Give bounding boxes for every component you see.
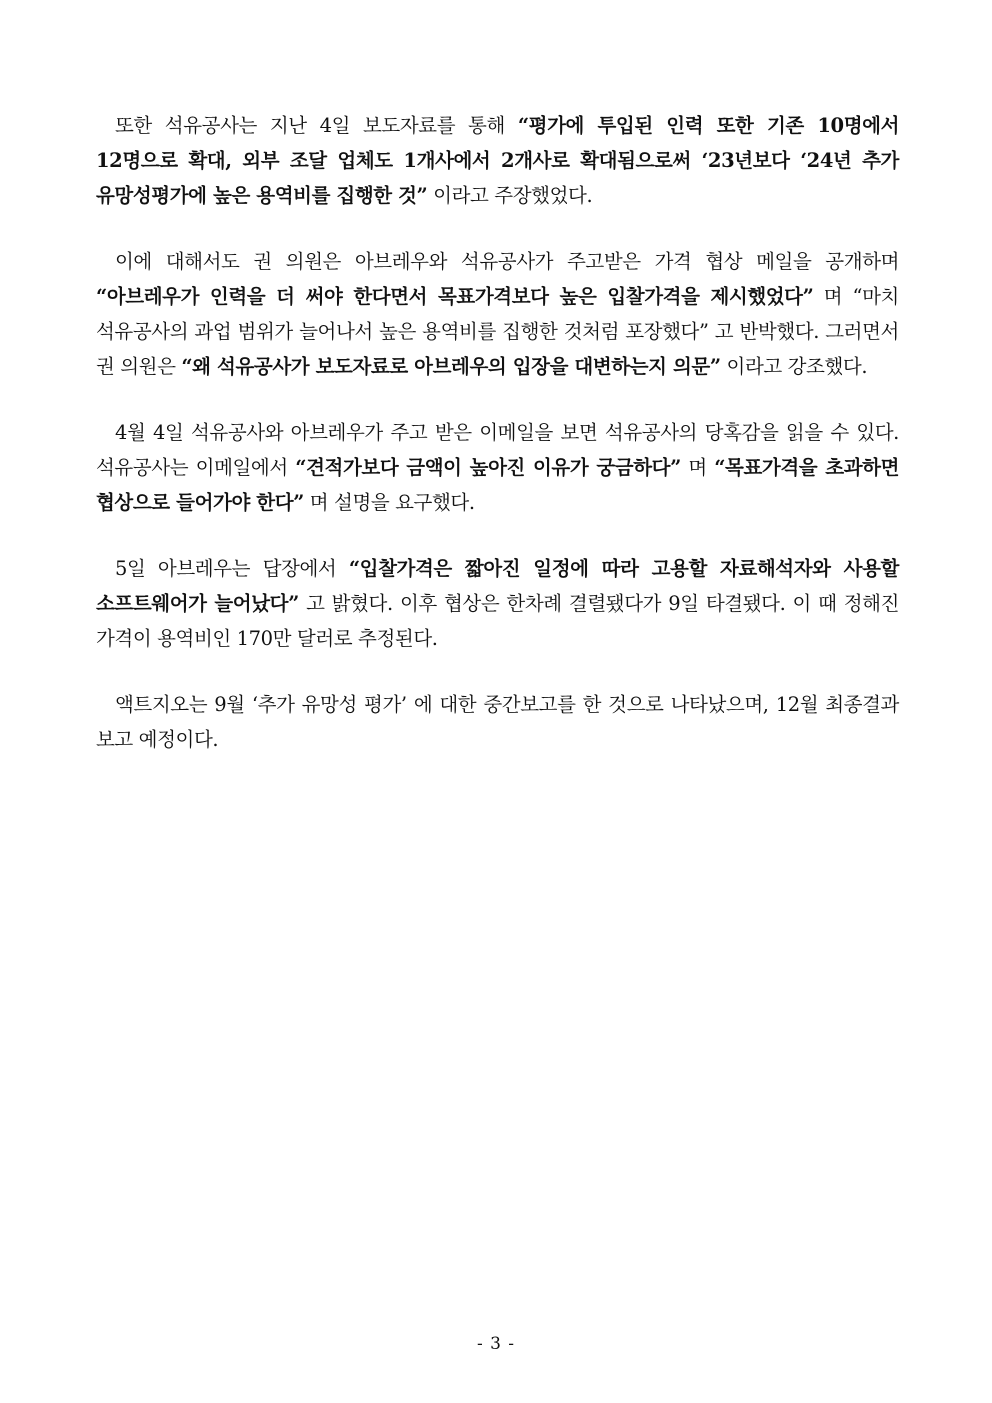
paragraph-1-quote-1: “평가에 투입된 인력 또한 기존 10명에서 12명으로 확대, 외부 조달 업체도 1개사에서 2개사로 확대됨으로써 ‘23년보다 ‘24년 추가 유망성평가에 높은 용역비를 집행한 것” bbox=[96, 114, 900, 207]
paragraph-2-text-2: 며 “마치 석유공사의 과업 범위가 늘어나서 높은 용역비를 집행한 것처럼 포장했다” 고 반박했다. 그러면서 권 의원은 bbox=[96, 285, 899, 378]
paragraph-5-text-1: 액트지오는 9월 ‘추가 유망성 평가’ 에 대한 중간보고를 한 것으로 나타났으며, 12월 최종결과 보고 예정이다. bbox=[96, 693, 899, 751]
paragraph-2-quote-1: “아브레우가 인력을 더 써야 한다면서 목표가격보다 높은 입찰가격을 제시했었다” bbox=[96, 285, 814, 308]
paragraph-3-quote-1: “견적가보다 금액이 높아진 이유가 궁금하다” bbox=[295, 456, 681, 479]
paragraph-4-quote-1: “입찰가격은 짧아진 일정에 따라 고용할 자료해석자와 사용할 소프트웨어가 늘어났다” bbox=[96, 557, 899, 615]
paragraph-4-text-2: 고 밝혔다. 이후 협상은 한차례 결렬됐다가 9일 타결됐다. 이 때 정해진 가격이 용역비인 170만 달러로 추정된다. bbox=[96, 592, 900, 650]
paragraph-2-text-3: 이라고 강조했다. bbox=[720, 355, 868, 378]
paragraph-4-text-1: 5일 아브레우는 답장에서 bbox=[115, 557, 349, 580]
paragraph-3 bbox=[96, 415, 899, 520]
paragraph-2-text-1: 이에 대해서도 권 의원은 아브레우와 석유공사가 주고받은 가격 협상 메일을 공개하며 bbox=[115, 250, 899, 273]
paragraph-3-quote-2: “목표가격을 초과하면 협상으로 들어가야 한다” bbox=[96, 456, 899, 514]
paragraph-1-text-2: 이라고 주장했었다. bbox=[427, 184, 593, 207]
paragraph-5 bbox=[96, 687, 899, 757]
paragraph-3-text-2: 며 bbox=[680, 456, 715, 479]
paragraph-1-text-1: 또한 석유공사는 지난 4일 보도자료를 통해 bbox=[115, 114, 518, 137]
paragraph-2-quote-2: “왜 석유공사가 보도자료로 아브레우의 입장을 대변하는지 의문” bbox=[181, 355, 721, 378]
paragraph-2 bbox=[96, 244, 899, 384]
paragraph-1 bbox=[96, 108, 899, 213]
document-body bbox=[96, 108, 899, 788]
paragraph-3-text-1: 4월 4일 석유공사와 아브레우가 주고 받은 이메일을 보면 석유공사의 당혹감을 읽을 수 있다. 석유공사는 이메일에서 bbox=[96, 421, 899, 479]
paragraph-4 bbox=[96, 551, 899, 656]
paragraph-3-text-3: 며 설명을 요구했다. bbox=[303, 491, 475, 514]
page-number: - 3 - bbox=[476, 1334, 516, 1354]
